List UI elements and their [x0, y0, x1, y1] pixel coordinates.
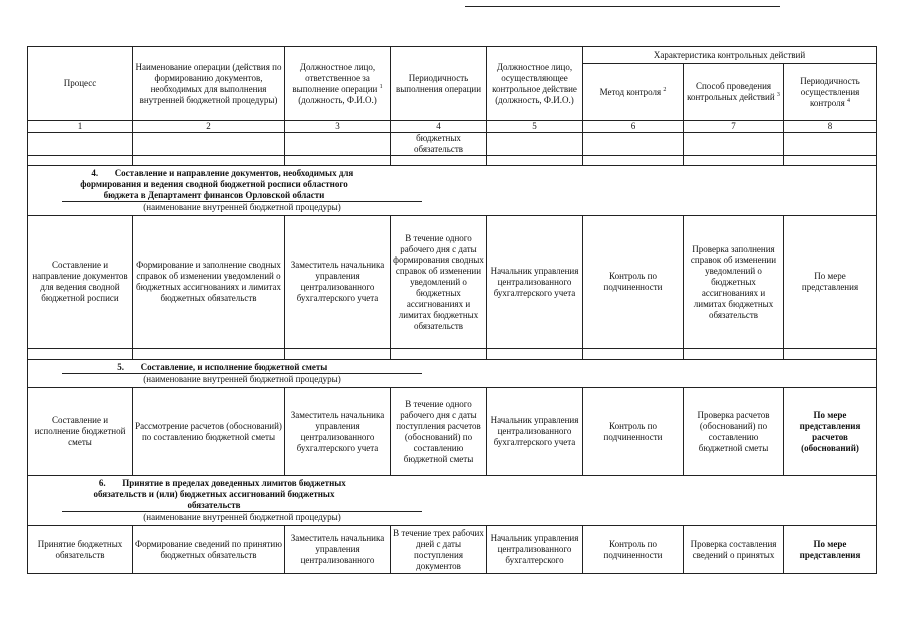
header-method: Метод контроля $^2$	[583, 64, 684, 121]
header-group: Характеристика контрольных действий	[583, 47, 877, 64]
header-responsible: Должностное лицо, ответственное за выполнение операции $^1$ (должность, Ф.И.О.)	[285, 47, 391, 121]
header-period: Периодичность выполнения операции	[391, 47, 487, 121]
header-process: Процесс	[28, 47, 133, 121]
header-controller: Должностное лицо, осуществляющее контрольное действие (должность, Ф.И.О.)	[487, 47, 583, 121]
control-actions-table	[27, 46, 877, 574]
table-row: Составление и исполнение бюджетной сметы Рассмотрение расчетов (обоснований) по составлению бюджетной сметы Заместитель начальника управления централизованного бухгалтерского учета В течение одного рабочего дня с даты поступления расчетов (обоснований) по составлению бюджетной сметы Начальник управления централизованного бухгалтерского учета Контроль по подчиненности Проверка расчетов (обоснований) по составлению бюджетной сметы По мере представления расчетов (обоснований)	[28, 388, 877, 476]
section-number: 6.	[98, 478, 106, 488]
header-control-period: Периодичность осуществления контроля $^4$	[784, 64, 877, 121]
carry-over-row: бюджетных обязательств	[28, 133, 877, 156]
top-rule	[465, 6, 780, 7]
section-number: 4.	[91, 168, 99, 178]
section-5-header	[28, 360, 877, 388]
column-numbers-row: 1 2 3 4 5 6 7 8	[28, 121, 877, 133]
section-title: Составление, и исполнение бюджетной сметы	[140, 362, 328, 372]
section-note: (наименование внутренней бюджетной процедуры)	[62, 201, 422, 213]
section-title: Принятие в пределах доведенных лимитов бюджетных	[122, 478, 346, 488]
section-number: 5.	[117, 362, 125, 372]
section-4-header: 4. Составление и направление документов, необходимых для формирования и ведения сводной бюджетной росписи областного бюджета в Департамент финансов Орловской области (наименование внутренней бюджетной процедуры)	[28, 166, 877, 216]
section-note: (наименование внутренней бюджетной процедуры)	[62, 511, 422, 523]
section-note: (наименование внутренней бюджетной процедуры)	[62, 373, 422, 385]
section-6-header: 6. Принятие в пределах доведенных лимитов бюджетных обязательств и (или) бюджетных ассигнований бюджетных обязательств (наименование внутренней бюджетной процедуры)	[28, 476, 877, 526]
table-row: Составление и направление документов для ведения сводной бюджетной росписи Формирование и заполнение сводных справок об изменении уведомлений о бюджетных ассигнованиях и лимитах бюджетных обязательств Заместитель начальника управления централизованного бухгалтерского учета В течение одного рабочего дня с даты формирования сводных справок об изменении уведомлений о бюджетных ассигнованиях и лимитах бюджетных обязательств Начальник управления централизованного бухгалтерского учета Контроль по подчиненности Проверка заполнения справок об изменении уведомлений о бюджетных ассигнованиях и лимитах бюджетных обязательств По мере представления	[28, 216, 877, 349]
header-way: Способ проведения контрольных действий $^3$	[684, 64, 784, 121]
section-title: Составление и направление документов, необходимых для	[114, 168, 354, 178]
header-operation: Наименование операции (действия по формированию документов, необходимых для выполнения внутренней бюджетной процедуры)	[133, 47, 285, 121]
table-row: Принятие бюджетных обязательств Формирование сведений по принятию бюджетных обязательств Заместитель начальника управления централизованного В течение трех рабочих дней с даты поступления документов Начальник управления централизованного бухгалтерского Контроль по подчиненности Проверка составления сведений о принятых По мере представления	[28, 526, 877, 574]
